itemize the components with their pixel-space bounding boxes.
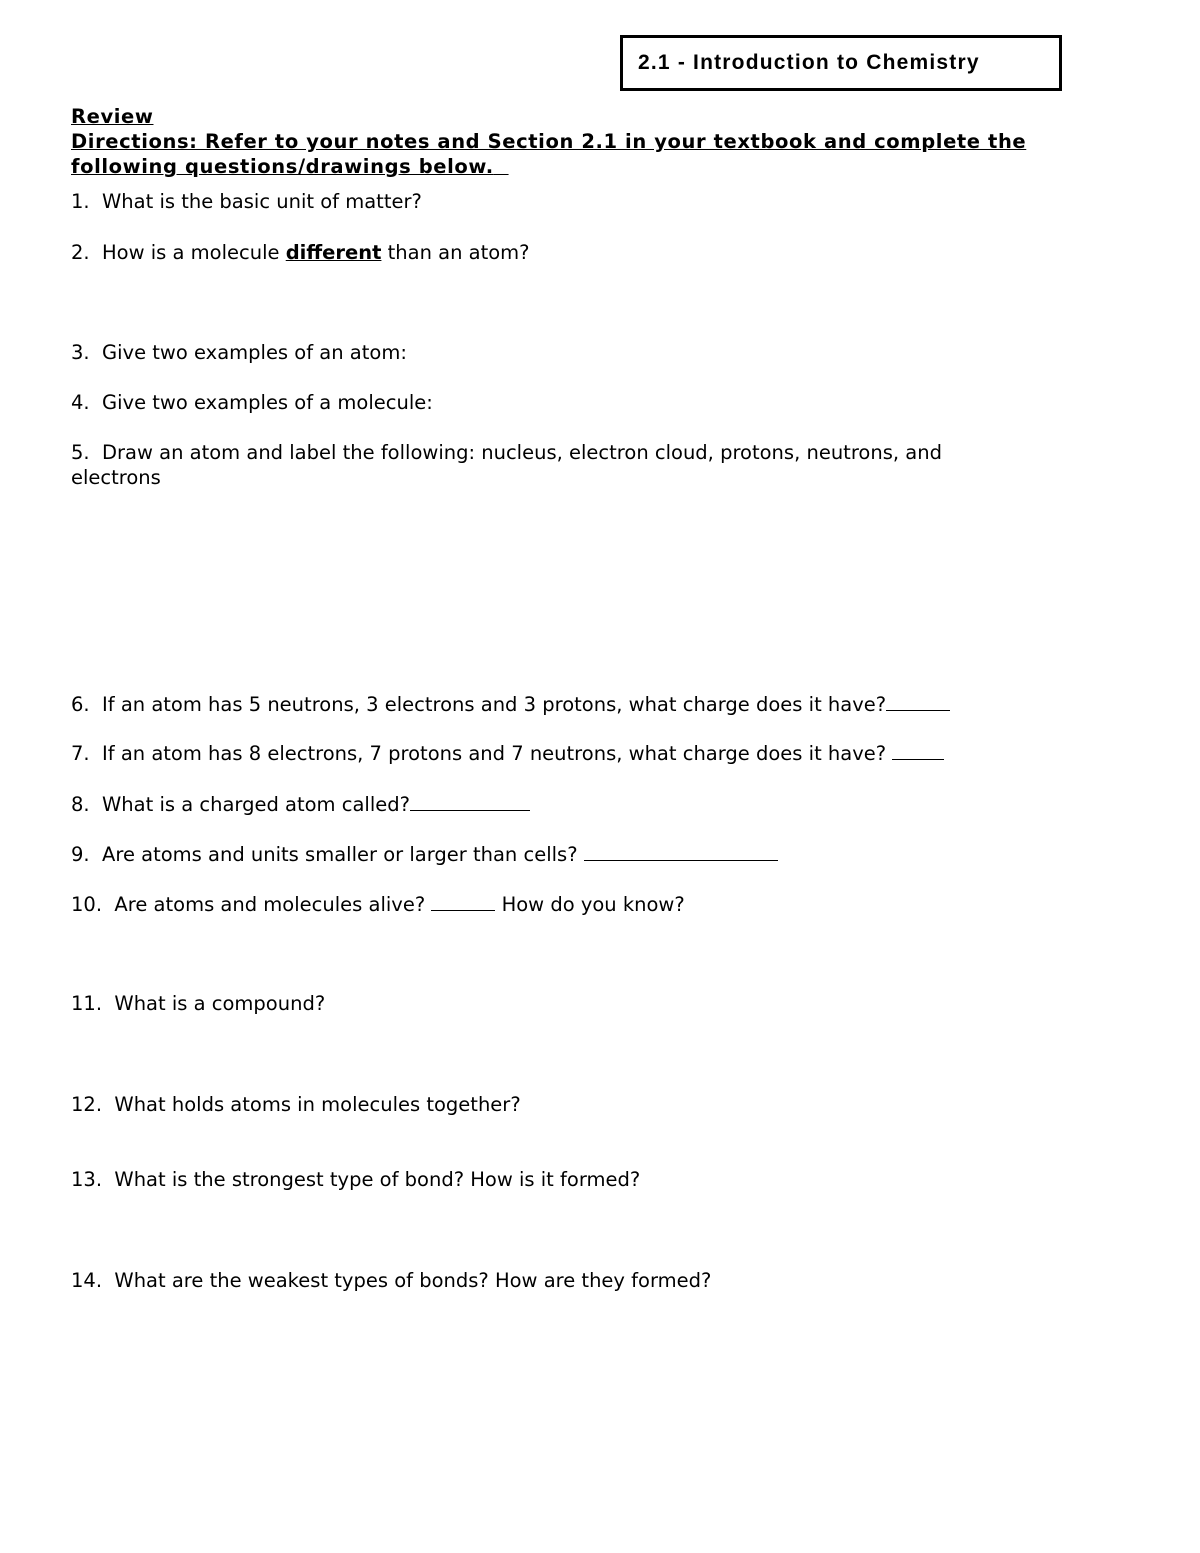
question-text: If an atom has 8 electrons, 7 protons and 7 neutrons, what charge does it have? (102, 742, 893, 765)
question-number: 3. (71, 341, 90, 364)
emphasized-word: different (285, 241, 382, 264)
question-number: 1. (71, 190, 90, 213)
question-number: 10. (71, 893, 103, 916)
question-6 (71, 694, 950, 715)
question-text: What is the basic unit of matter? (102, 190, 422, 213)
question-text: Are atoms and units smaller or larger than cells? (102, 843, 584, 866)
question-number: 13. (71, 1168, 103, 1191)
question-text: Give two examples of a molecule: (102, 391, 433, 414)
question-2 (71, 243, 530, 263)
question-11 (71, 994, 325, 1014)
question-text: What holds atoms in molecules together? (114, 1093, 521, 1116)
question-number: 4. (71, 391, 90, 414)
question-1 (71, 192, 422, 212)
question-number: 12. (71, 1093, 103, 1116)
question-text: What is a compound? (114, 992, 326, 1015)
question-text: What is a charged atom called? (102, 793, 410, 816)
question-9 (71, 844, 778, 865)
question-number: 8. (71, 793, 90, 816)
answer-blank[interactable] (886, 694, 950, 711)
title-box (620, 35, 1062, 91)
directions-line-2: following questions/drawings below. (71, 155, 494, 178)
question-text: How is a molecule (102, 241, 286, 264)
question-5-continued: electrons (71, 466, 161, 489)
question-13 (71, 1170, 640, 1190)
question-7 (71, 743, 944, 764)
page-title: 2.1 - Introduction to Chemistry (638, 51, 980, 74)
question-14 (71, 1271, 711, 1291)
review-heading: Review (71, 105, 154, 128)
question-12 (71, 1095, 521, 1115)
question-number: 14. (71, 1269, 103, 1292)
question-8 (71, 794, 530, 815)
question-4 (71, 393, 433, 413)
question-text: Draw an atom and label the following: nucleus, electron cloud, protons, neutrons, and (102, 441, 942, 464)
question-text: Are atoms and molecules alive? (114, 893, 432, 916)
question-text-post: than an atom? (381, 241, 530, 264)
question-number: 11. (71, 992, 103, 1015)
question-text: Give two examples of an atom: (102, 341, 407, 364)
question-10 (71, 894, 685, 915)
answer-blank[interactable] (431, 894, 495, 911)
question-number: 9. (71, 843, 90, 866)
answer-blank[interactable] (892, 743, 944, 760)
question-number: 6. (71, 693, 90, 716)
question-text: If an atom has 5 neutrons, 3 electrons and 3 protons, what charge does it have? (102, 693, 887, 716)
question-5 (71, 443, 942, 463)
question-number: 2. (71, 241, 90, 264)
question-text-post: How do you know? (495, 893, 685, 916)
question-number: 5. (71, 441, 90, 464)
answer-blank[interactable] (410, 794, 530, 811)
question-text: What are the weakest types of bonds? How are they formed? (114, 1269, 712, 1292)
answer-blank[interactable] (584, 844, 778, 861)
question-text: What is the strongest type of bond? How is it formed? (114, 1168, 641, 1191)
question-3 (71, 343, 407, 363)
directions-line-1: Directions: Refer to your notes and Section 2.1 in your textbook and complete the (71, 130, 1027, 153)
question-number: 7. (71, 742, 90, 765)
